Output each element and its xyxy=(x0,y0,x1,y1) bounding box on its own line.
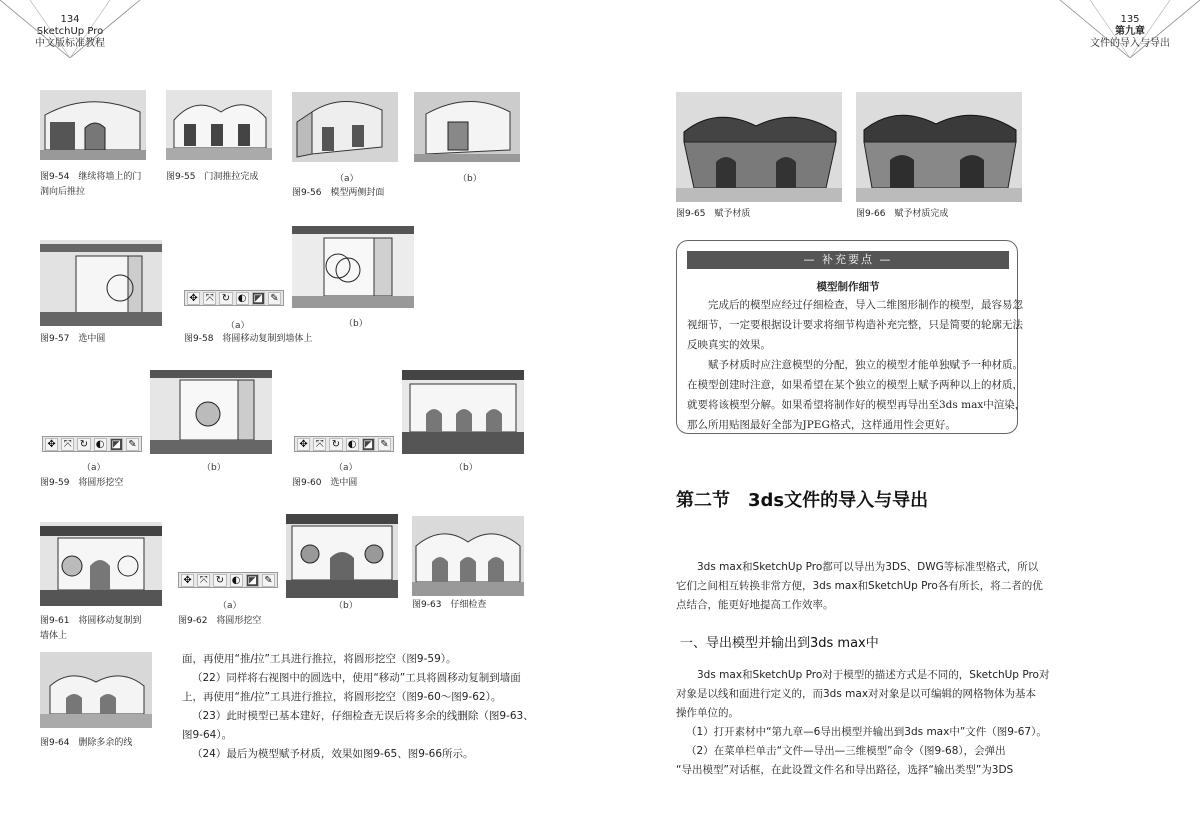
intro-line: 它们之间相互转换非常方便，3ds max和SketchUp Pro各有所长，将二者的优 xyxy=(676,580,1043,592)
supplement-line: 完成后的模型应经过仔细检查，导入二维图形制作的模型，最容易忽 xyxy=(708,299,1023,311)
figure-9-65-caption: 图9-65 赋予材质 xyxy=(676,209,751,219)
left-page-body xyxy=(182,650,542,764)
chapter-title: 文件的导入与导出 xyxy=(1090,38,1170,49)
left-text-line: （22）同样将右视图中的圆选中，使用“移动”工具将圆移动复制到墙面 xyxy=(192,672,521,684)
right-text-line: （1）打开素材中“第九章—6导出模型并输出到3ds max中”文件（图9-67）。 xyxy=(686,726,1047,738)
figure-9-60b-label: （b） xyxy=(454,463,478,473)
supplement-title: — 补充要点 — xyxy=(687,251,1009,269)
figure-9-61-caption: 图9-61 将圆移动复制到 墙体上 xyxy=(40,616,142,641)
figure-9-64-image xyxy=(40,652,152,728)
paint-icon[interactable]: ✎ xyxy=(126,438,139,451)
left-text-line: 面，再使用“推/拉”工具进行推拉，将圆形挖空（图9-59）。 xyxy=(182,653,457,665)
figure-9-54-image xyxy=(40,90,146,160)
scale-icon[interactable]: ⤧ xyxy=(197,574,210,587)
figure-9-63-caption: 图9-63 仔细检查 xyxy=(412,600,487,610)
book-title: SketchUp Pro xyxy=(36,26,104,37)
toolbar-9-59a xyxy=(42,436,142,452)
toolbar-9-58a xyxy=(184,290,284,306)
offset-icon[interactable]: ◐ xyxy=(346,438,359,451)
left-text-line: （23）此时模型已基本建好，仔细检查无误后将多余的线删除（图9-63、 xyxy=(192,710,534,722)
pushpull-icon[interactable]: ◪ xyxy=(363,438,373,450)
right-text-line: 操作单位的。 xyxy=(676,707,739,719)
pushpull-icon[interactable]: ◪ xyxy=(253,292,263,304)
toolbar-9-60a xyxy=(294,436,394,452)
figure-9-56a-image xyxy=(292,92,398,162)
paint-icon[interactable]: ✎ xyxy=(378,438,391,451)
left-text-line: （24）最后为模型赋予材质，效果如图9-65、图9-66所示。 xyxy=(192,748,474,760)
supplement-heading: 模型制作细节 xyxy=(816,281,880,293)
right-text-line: 3ds max和SketchUp Pro对于模型的描述方式是不同的，SketchUp Pro对 xyxy=(697,669,1050,681)
figure-9-59-caption: 图9-59 将圆形挖空 xyxy=(40,478,124,488)
subsection-title: 一、导出模型并输出到3ds max中 xyxy=(680,636,879,651)
figure-9-54-caption: 图9-54 继续将墙上的门 洞向后推拉 xyxy=(40,172,142,197)
chapter-label: 第九章 xyxy=(1115,26,1145,37)
paint-icon[interactable]: ✎ xyxy=(268,292,281,305)
figure-9-58b-label: （b） xyxy=(344,319,368,329)
figure-9-66-caption: 图9-66 赋予材质完成 xyxy=(856,209,949,219)
figure-9-62b-image xyxy=(286,514,398,598)
figure-9-63-image xyxy=(412,516,524,596)
scale-icon[interactable]: ⤧ xyxy=(61,438,74,451)
supplement-text xyxy=(687,295,1026,435)
book-subtitle: 中文版标准教程 xyxy=(35,38,105,49)
figure-9-58-caption: 图9-58 将圆移动复制到墙体上 xyxy=(184,334,313,344)
move-icon[interactable]: ✥ xyxy=(45,438,58,451)
offset-icon[interactable]: ◐ xyxy=(230,574,243,587)
scale-icon[interactable]: ⤧ xyxy=(313,438,326,451)
intro-line: 3ds max和SketchUp Pro都可以导出为3DS、DWG等标准型格式，所以 xyxy=(697,561,1039,573)
supplement-line: 赋予材质时应注意模型的分配，独立的模型才能单独赋予一种材质。 xyxy=(708,359,1023,371)
figure-9-60-caption: 图9-60 选中圆 xyxy=(292,478,358,488)
move-icon[interactable]: ✥ xyxy=(181,574,194,587)
supplement-line: 反映真实的效果。 xyxy=(687,339,771,351)
supplement-line: 视细节，一定要根据设计要求将细节构造补充完整，只是简要的轮廓无法 xyxy=(687,319,1023,331)
right-text-line: “导出模型”对话框，在此设置文件名和导出路径，选择“输出类型”为3DS xyxy=(676,764,1014,776)
figure-9-55-image xyxy=(166,90,272,160)
supplement-line: 就要将该模型分解。如果希望将制作好的模型再导出至3ds max中渲染， xyxy=(687,399,1026,411)
figure-9-55-caption: 图9-55 门洞推拉完成 xyxy=(166,172,259,182)
right-text-line: （2）在菜单栏单击“文件—导出—三维模型”命令（图9-68），会弹出 xyxy=(686,745,1006,757)
left-page-number: 134 xyxy=(60,14,80,25)
scale-icon[interactable]: ⤧ xyxy=(203,292,216,305)
intro-line: 点结合，能更好地提高工作效率。 xyxy=(676,599,834,611)
pushpull-icon[interactable]: ◪ xyxy=(111,438,121,450)
figure-9-66-image xyxy=(856,92,1022,202)
right-page-body xyxy=(676,666,1050,780)
figure-9-58b-image xyxy=(292,226,414,308)
supplement-line: 那么所用贴图最好全部为JPEG格式，这样通用性会更好。 xyxy=(687,419,956,431)
rotate-icon[interactable]: ↻ xyxy=(213,574,226,587)
figure-9-57-caption: 图9-57 选中圆 xyxy=(40,334,106,344)
left-text-line: 图9-64）。 xyxy=(182,729,233,741)
left-text-line: 上，再使用“推/拉”工具进行推拉，将圆形挖空（图9-60～图9-62）。 xyxy=(182,691,502,703)
paint-icon[interactable]: ✎ xyxy=(262,574,275,587)
figure-9-60b-image xyxy=(402,370,524,454)
supplement-box xyxy=(676,240,1026,434)
figure-9-56-caption: 图9-56 模型两侧封面 xyxy=(292,188,385,198)
figure-9-58a-label: （a） xyxy=(226,321,250,331)
figure-9-59b-label: （b） xyxy=(202,463,226,473)
rotate-icon[interactable]: ↻ xyxy=(77,438,90,451)
right-page-number: 135 xyxy=(1120,14,1140,25)
rotate-icon[interactable]: ↻ xyxy=(329,438,342,451)
right-text-line: 对象是以线和面进行定义的，而3ds max对对象是以可编辑的网格物体为基本 xyxy=(676,688,1037,700)
offset-icon[interactable]: ◐ xyxy=(236,292,249,305)
figure-9-62b-label: （b） xyxy=(334,601,358,611)
figure-9-56b-label: （b） xyxy=(458,174,482,184)
move-icon[interactable]: ✥ xyxy=(297,438,310,451)
intro-paragraph xyxy=(676,558,1043,615)
figure-9-62a-label: （a） xyxy=(218,601,242,611)
figure-9-60a-label: （a） xyxy=(334,463,358,473)
figure-9-62-caption: 图9-62 将圆形挖空 xyxy=(178,616,262,626)
figure-9-56a-label: （a） xyxy=(335,174,359,184)
figure-9-65-image xyxy=(676,92,842,202)
toolbar-9-62a xyxy=(178,572,278,588)
figure-9-56b-image xyxy=(414,92,520,162)
figure-9-59b-image xyxy=(150,370,272,454)
figure-9-61-image xyxy=(40,522,162,606)
rotate-icon[interactable]: ↻ xyxy=(219,292,232,305)
supplement-line: 在模型创建时注意，如果希望在某个独立的模型上赋予两种以上的材质， xyxy=(687,379,1023,391)
pushpull-icon[interactable]: ◪ xyxy=(247,574,257,586)
figure-9-57-image xyxy=(40,240,162,326)
section-title: 第二节 3ds文件的导入与导出 xyxy=(676,490,929,511)
figure-9-64-caption: 图9-64 删除多余的线 xyxy=(40,738,133,748)
left-page-header xyxy=(30,14,110,50)
move-icon[interactable]: ✥ xyxy=(187,292,200,305)
offset-icon[interactable]: ◐ xyxy=(94,438,107,451)
figure-9-59a-label: （a） xyxy=(82,463,106,473)
right-page-header xyxy=(1080,14,1180,50)
